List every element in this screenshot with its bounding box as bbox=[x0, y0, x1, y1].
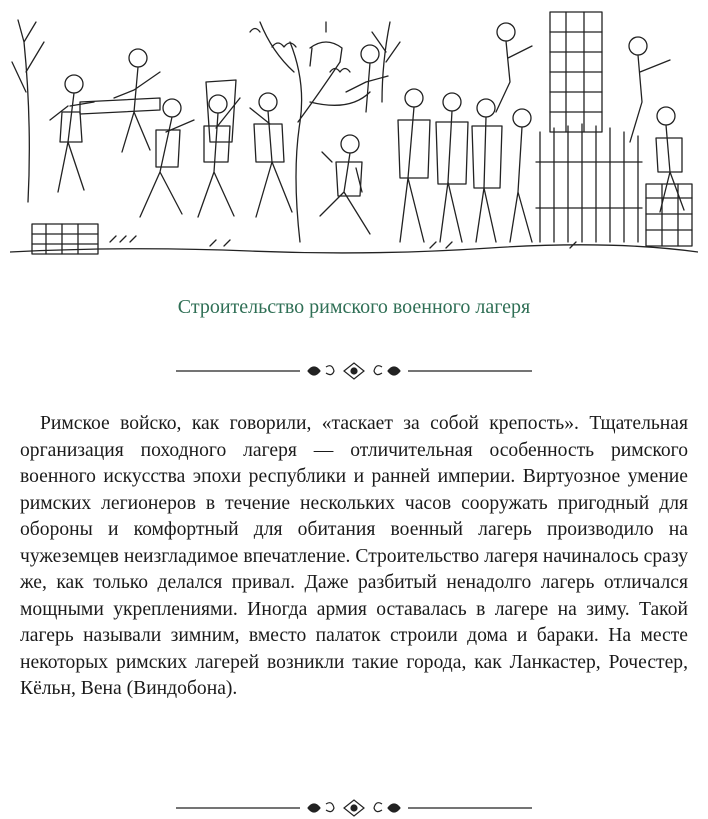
illustration-caption: Строительство римского военного лагеря bbox=[177, 296, 531, 318]
ornamental-divider-bottom bbox=[176, 798, 532, 818]
body-paragraph: Римское войско, как говорили, «таскает за собой крепость». Тщательная организация походного лагеря — отличительная особенность римского военного искусства эпохи республики и ранней империи. Виртуозное умение римских легионеров в течение нескольких часов сооружать пригодный для обороны и комфортный для обитания военный лагерь производило на чужеземцев неизгладимое впечатление. Строительство лагеря начиналось сразу же, как только делался привал. Даже разбитый ненадолго лагерь отличался мощными укреплениями. Иногда армия оставалась в лагере на зиму. Такой лагерь называли зимним, вместо палаток строили дома и бараки. На месте некоторых римских лагерей возникли такие города, как Ланкастер, Рочестер, Кёльн, Вена (Виндобона). bbox=[20, 413, 688, 699]
roman-camp-illustration bbox=[10, 2, 698, 260]
ornamental-divider bbox=[176, 361, 532, 381]
